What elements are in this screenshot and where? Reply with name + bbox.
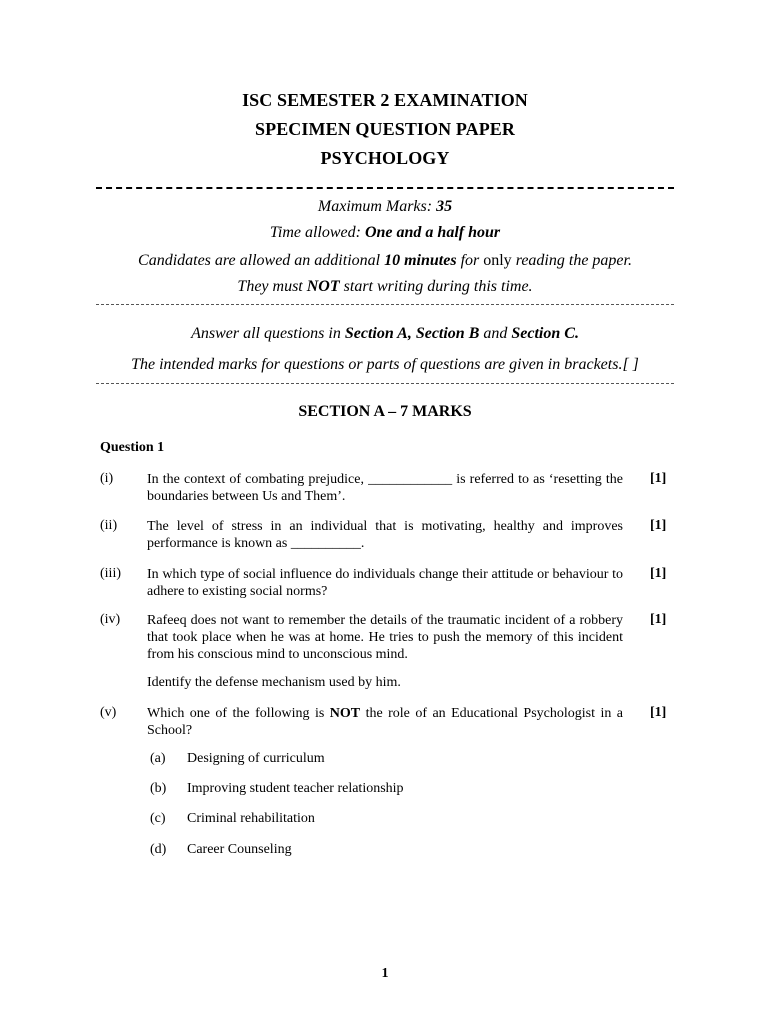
- page-number: 1: [381, 966, 389, 981]
- question-number: (iv): [100, 612, 121, 627]
- reading-time-note: Candidates are allowed an additional 10 minutes for only reading the paper.: [138, 252, 632, 269]
- section-a-title: SECTION A – 7 MARKS: [298, 403, 472, 420]
- question-heading: Question 1: [100, 440, 165, 455]
- question-marks: [1]: [650, 518, 667, 533]
- option-letter: (d): [150, 842, 167, 857]
- question-number: (i): [100, 471, 114, 486]
- question-text: Which one of the following is NOT the role of an Educational Psychologist in a School?: [147, 706, 623, 738]
- question-text: The level of stress in an individual that is motivating, healthy and improves performance is known as __________.: [147, 519, 623, 551]
- question-marks: [1]: [650, 566, 667, 581]
- question-number: (ii): [100, 518, 118, 533]
- divider: [96, 304, 674, 305]
- option-text: Career Counseling: [187, 842, 292, 857]
- no-writing-note: They must NOT start writing during this time.: [237, 278, 533, 295]
- question-marks: [1]: [650, 612, 667, 627]
- maximum-marks: Maximum Marks: 35: [317, 198, 453, 215]
- option-text: Criminal rehabilitation: [187, 811, 315, 826]
- option-text: Designing of curriculum: [187, 751, 325, 766]
- question-text: In which type of social influence do individuals change their attitude or behaviour to adhere to existing social norms?: [147, 567, 623, 599]
- exam-title: ISC SEMESTER 2 EXAMINATION: [242, 90, 528, 110]
- question-marks: [1]: [650, 705, 667, 720]
- option-text: Improving student teacher relationship: [187, 781, 404, 796]
- paper-subtitle: SPECIMEN QUESTION PAPER: [255, 119, 515, 139]
- option-letter: (c): [150, 811, 166, 826]
- question-subtext: Identify the defense mechanism used by him.: [147, 675, 401, 690]
- question-text: Rafeeq does not want to remember the details of the traumatic incident of a robbery that took place when he was at home. He tries to push the memory of this incident from his conscious mind to unconscious mind.: [147, 613, 623, 662]
- marks-instruction: The intended marks for questions or parts of questions are given in brackets.[ ]: [131, 356, 639, 373]
- header-divider: [96, 187, 674, 189]
- option-letter: (b): [150, 781, 167, 796]
- question-number: (v): [100, 705, 117, 720]
- subject-title: PSYCHOLOGY: [320, 148, 450, 168]
- time-allowed: Time allowed: One and a half hour: [269, 224, 501, 241]
- question-marks: [1]: [650, 471, 667, 486]
- question-number: (iii): [100, 566, 121, 581]
- option-letter: (a): [150, 751, 166, 766]
- question-text: In the context of combating prejudice, ____________ is referred to as ‘resetting the boundaries between Us and Them’.: [147, 472, 623, 504]
- divider: [96, 383, 674, 384]
- answer-instruction: Answer all questions in Section A, Section B and Section C.: [191, 325, 579, 342]
